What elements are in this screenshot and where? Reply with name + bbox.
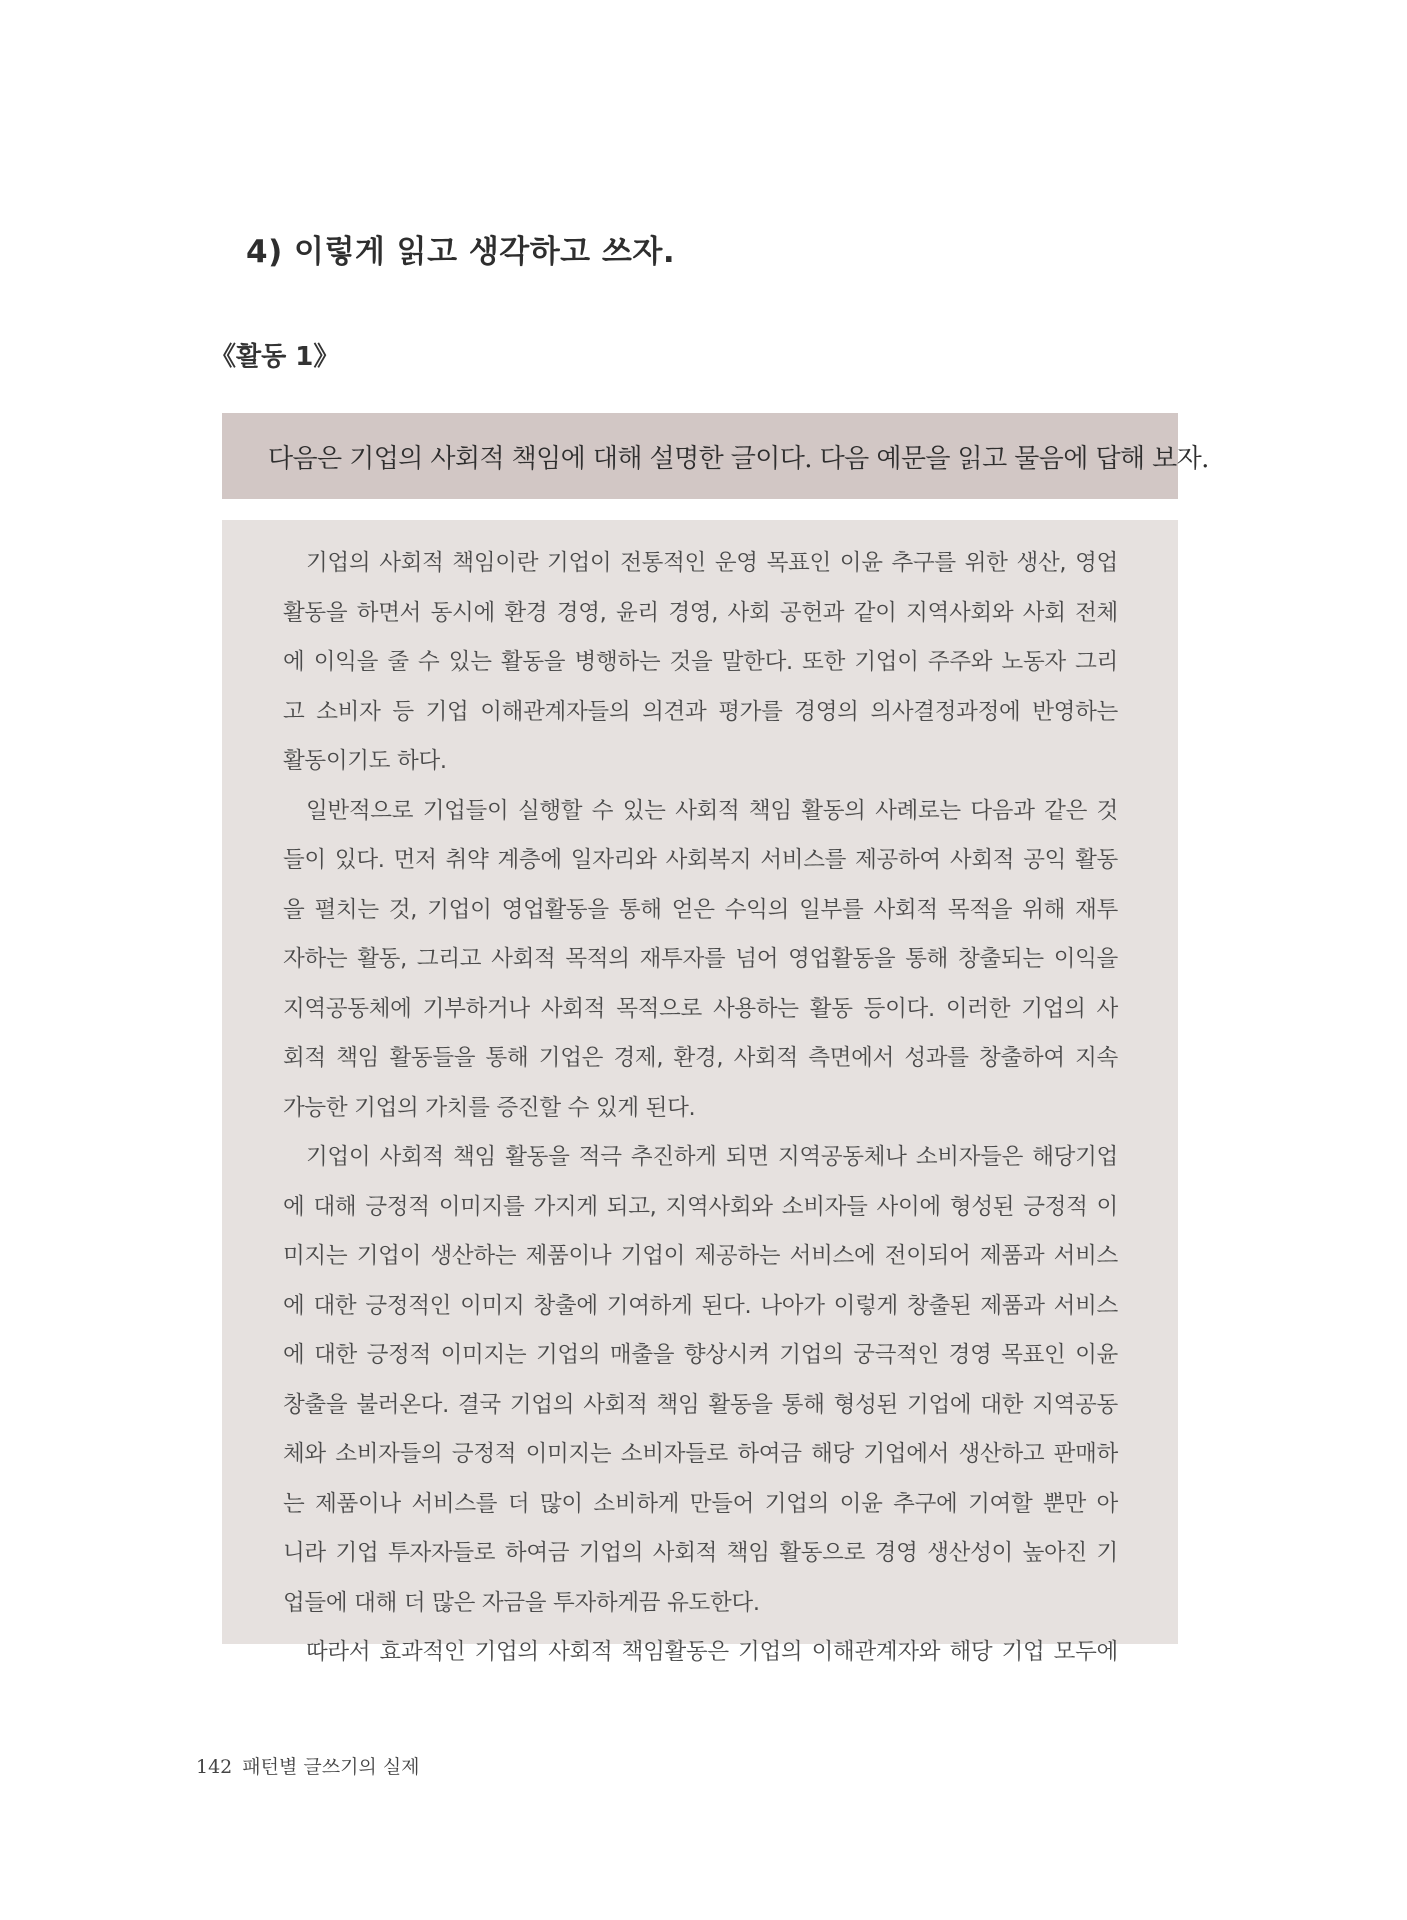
page-footer [196, 1752, 420, 1779]
passage-line: 체와 소비자들의 긍정적 이미지는 소비자들로 하여금 해당 기업에서 생산하고 판매하 [283, 1441, 1118, 1467]
passage-line: 에 대한 긍정적인 이미지 창출에 기여하게 된다. 나아가 이렇게 창출된 제품과 서비스 [283, 1292, 1118, 1319]
passage-line: 니라 기업 투자자들로 하여금 기업의 사회적 책임 활동으로 경영 생산성이 높아진 기 [283, 1540, 1118, 1566]
passage-line: 에 대해 긍정적 이미지를 가지게 되고, 지역사회와 소비자들 사이에 형성된 긍정적 이 [283, 1193, 1118, 1220]
passage-line: 에 대한 긍정적 이미지는 기업의 매출을 향상시켜 기업의 궁극적인 경영 목표인 이윤 [283, 1342, 1118, 1368]
passage-line: 활동이기도 하다. [283, 748, 447, 774]
book-title: 패턴별 글쓰기의 실제 [242, 1756, 420, 1778]
passage-line: 는 제품이나 서비스를 더 많이 소비하게 만들어 기업의 이윤 추구에 기여할 뿐만 아 [283, 1490, 1118, 1517]
passage-line: 기업이 사회적 책임 활동을 적극 추진하게 되면 지역공동체나 소비자들은 해당기업 [306, 1144, 1118, 1170]
passage-line: 업들에 대해 더 많은 자금을 투자하게끔 유도한다. [283, 1589, 760, 1616]
page-number: 142 [196, 1756, 233, 1778]
passage-line: 따라서 효과적인 기업의 사회적 책임활동은 기업의 이해관계자와 해당 기업 모두에 [306, 1639, 1118, 1665]
section-heading: 4) 이렇게 읽고 생각하고 쓰자. [246, 234, 676, 270]
passage-line: 을 펼치는 것, 기업이 영업활동을 통해 얻은 수익의 일부를 사회적 목적을 위해 재투 [283, 896, 1118, 923]
instruction-text: 다음은 기업의 사회적 책임에 대해 설명한 글이다. 다음 예문을 읽고 물음에 답해 보자. [268, 443, 1209, 474]
passage-box [222, 520, 1178, 1665]
passage-line: 자하는 활동, 그리고 사회적 목적의 재투자를 넘어 영업활동을 통해 창출되는 이익을 [283, 946, 1118, 972]
passage-line: 기업의 사회적 책임이란 기업이 전통적인 운영 목표인 이윤 추구를 위한 생산, 영업 [306, 550, 1118, 576]
passage-line: 에 이익을 줄 수 있는 활동을 병행하는 것을 말한다. 또한 기업이 주주와 노동자 그리 [283, 649, 1118, 675]
instruction-box [222, 413, 1209, 499]
passage-line: 들이 있다. 먼저 취약 계층에 일자리와 사회복지 서비스를 제공하여 사회적 공익 활동 [283, 847, 1118, 873]
activity-label: 《활동 1》 [210, 342, 340, 372]
passage-line: 고 소비자 등 기업 이해관계자들의 의견과 평가를 경영의 의사결정과정에 반영하는 [283, 698, 1118, 725]
passage-line: 회적 책임 활동들을 통해 기업은 경제, 환경, 사회적 측면에서 성과를 창출하여 지속 [283, 1045, 1118, 1071]
passage-line: 미지는 기업이 생산하는 제품이나 기업이 제공하는 서비스에 전이되어 제품과 서비스 [283, 1243, 1118, 1269]
passage-line: 일반적으로 기업들이 실행할 수 있는 사회적 책임 활동의 사례로는 다음과 같은 것 [306, 797, 1118, 824]
passage-line: 가능한 기업의 가치를 증진할 수 있게 된다. [283, 1094, 696, 1121]
passage-line: 지역공동체에 기부하거나 사회적 목적으로 사용하는 활동 등이다. 이러한 기업의 사 [283, 995, 1118, 1022]
passage-line: 창출을 불러온다. 결국 기업의 사회적 책임 활동을 통해 형성된 기업에 대한 지역공동 [283, 1391, 1118, 1418]
passage-line: 활동을 하면서 동시에 환경 경영, 윤리 경영, 사회 공헌과 같이 지역사회와 사회 전체 [283, 599, 1118, 626]
